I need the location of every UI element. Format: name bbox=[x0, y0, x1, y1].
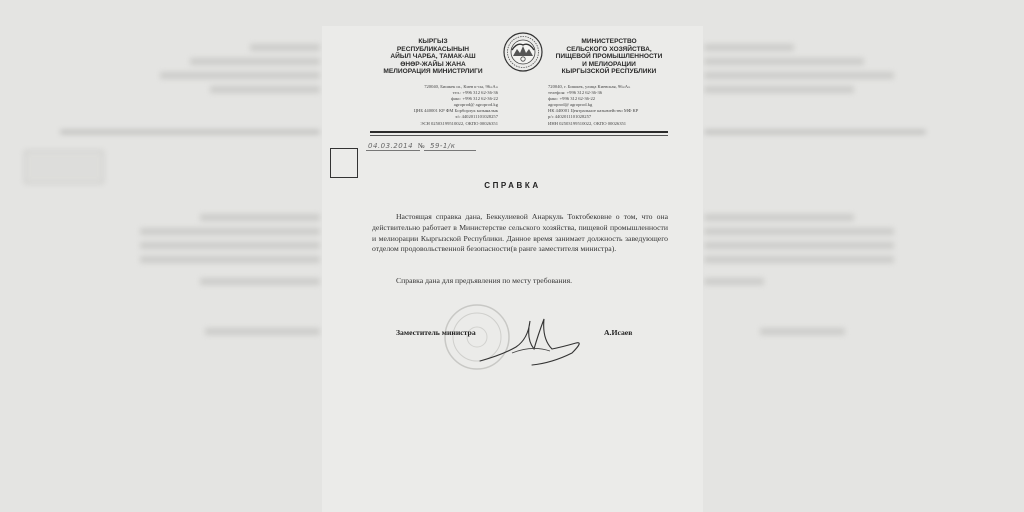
header-kyrgyz-line: АЙЫЛ ЧАРБА, ТАМАК-АШ bbox=[390, 53, 476, 61]
contact-line: 720040, Бишкек ш., Киев к-сы, 96«А» bbox=[424, 84, 498, 89]
header-russian-line: КЫРГЫЗСКОЙ РЕСПУБЛИКИ bbox=[561, 68, 657, 76]
blurred-line bbox=[140, 242, 320, 249]
reference-number-underline bbox=[424, 150, 476, 151]
blurred-line bbox=[704, 278, 764, 285]
header-russian-line: И МЕЛИОРАЦИИ bbox=[582, 60, 636, 68]
blurred-line bbox=[704, 242, 894, 249]
blurred-line bbox=[140, 256, 320, 263]
header-kyrgyz-line: РЕСПУБЛИКАСЫНЫН bbox=[396, 45, 470, 53]
signer-name: А.Исаев bbox=[604, 328, 633, 337]
blurred-line bbox=[160, 72, 320, 79]
header-russian-line: ПИЩЕВОЙ ПРОМЫШЛЕННОСТИ bbox=[555, 53, 663, 61]
contacts-kyrgyz bbox=[348, 84, 498, 127]
header-kyrgyz-line: КЫРГЫЗ bbox=[418, 38, 448, 45]
document-body: Настоящая справка дана, Беккулиевой Анаркуль Токтобековне о том, что она действительно работает в Министерстве сельского хозяйства, пищевой промышленности и мелиорации Кыргызской Республики. Данное время занимает должность заведующего отделом продовольственной безопасности(в ранге заместителя министра). bbox=[372, 212, 668, 254]
contact-line: факс: +996 312 62-36-22 bbox=[548, 96, 596, 102]
blurred-line bbox=[704, 228, 894, 235]
signer-title: Заместитель министра bbox=[396, 328, 476, 337]
contact-line: agroprod@ agroprod.kg bbox=[548, 102, 593, 108]
blurred-line bbox=[704, 44, 794, 51]
document-title: СПРАВКА bbox=[484, 181, 541, 190]
blurred-line bbox=[250, 44, 320, 51]
blurred-line bbox=[60, 130, 320, 134]
handwritten-signature-icon bbox=[472, 309, 587, 369]
blurred-line bbox=[704, 86, 854, 93]
contact-line: э/с 4402011101028257 bbox=[455, 114, 498, 120]
contact-line: agroprod@ agroprod.kg bbox=[453, 102, 498, 108]
reference-number-sign: № bbox=[418, 142, 425, 150]
registration-box bbox=[330, 148, 358, 178]
reference-number: 59-1/к bbox=[430, 142, 456, 150]
header-divider-thin bbox=[370, 135, 668, 136]
blurred-line bbox=[704, 58, 864, 65]
contact-line: НК 440001 Центральное казначейство МФ КР bbox=[548, 108, 639, 114]
blurred-line bbox=[704, 256, 894, 263]
header-divider bbox=[370, 131, 668, 133]
blurred-line bbox=[200, 278, 320, 285]
contact-line: 720040, г. Бишкек, улица Киевская, 96«А» bbox=[548, 84, 631, 89]
contact-line: ЦНБ 440001 КР ФМ Борборлук казыналык bbox=[413, 108, 498, 114]
header-kyrgyz-title bbox=[358, 38, 508, 76]
contacts-russian bbox=[548, 84, 698, 127]
contact-line: тел.: +996 312 62-36-36 bbox=[452, 90, 498, 96]
header-russian-title bbox=[534, 38, 684, 76]
contact-line: ЭСН 02503199510022, ОКПО 00026351 bbox=[420, 120, 498, 126]
contact-line: телефон: +996 312 62-36-36 bbox=[548, 90, 603, 96]
blurred-line bbox=[704, 214, 854, 221]
contact-line: р/с 4402011101028257 bbox=[548, 114, 592, 120]
blurred-line bbox=[190, 58, 320, 65]
reference-date: 04.03.2014 bbox=[368, 142, 414, 150]
contact-line: факс: +996 312 62-36-22 bbox=[450, 96, 498, 102]
document-purpose: Справка дана для предъявления по месту требования. bbox=[396, 276, 573, 285]
blurred-line bbox=[704, 130, 926, 134]
header-kyrgyz-line: ӨНӨР-ЖАЙЫ ЖАНА bbox=[400, 60, 466, 68]
blurred-line bbox=[210, 86, 320, 93]
header-russian-line: СЕЛЬСКОГО ХОЗЯЙСТВА, bbox=[566, 45, 652, 53]
blurred-line bbox=[704, 72, 894, 79]
blurred-line bbox=[205, 328, 320, 335]
contact-line: ИНН 02503199510022, ОКПО 00026351 bbox=[548, 120, 627, 126]
header-russian-line: МИНИСТЕРСТВО bbox=[581, 38, 637, 45]
header-kyrgyz-line: МЕЛИОРАЦИЯ МИНИСТРЛИГИ bbox=[383, 68, 483, 76]
document-sheet bbox=[322, 26, 703, 512]
blurred-line bbox=[140, 228, 320, 235]
blurred-line bbox=[760, 328, 845, 335]
blurred-line bbox=[200, 214, 320, 221]
reference-date-underline bbox=[366, 150, 420, 151]
blurred-box bbox=[24, 150, 104, 184]
